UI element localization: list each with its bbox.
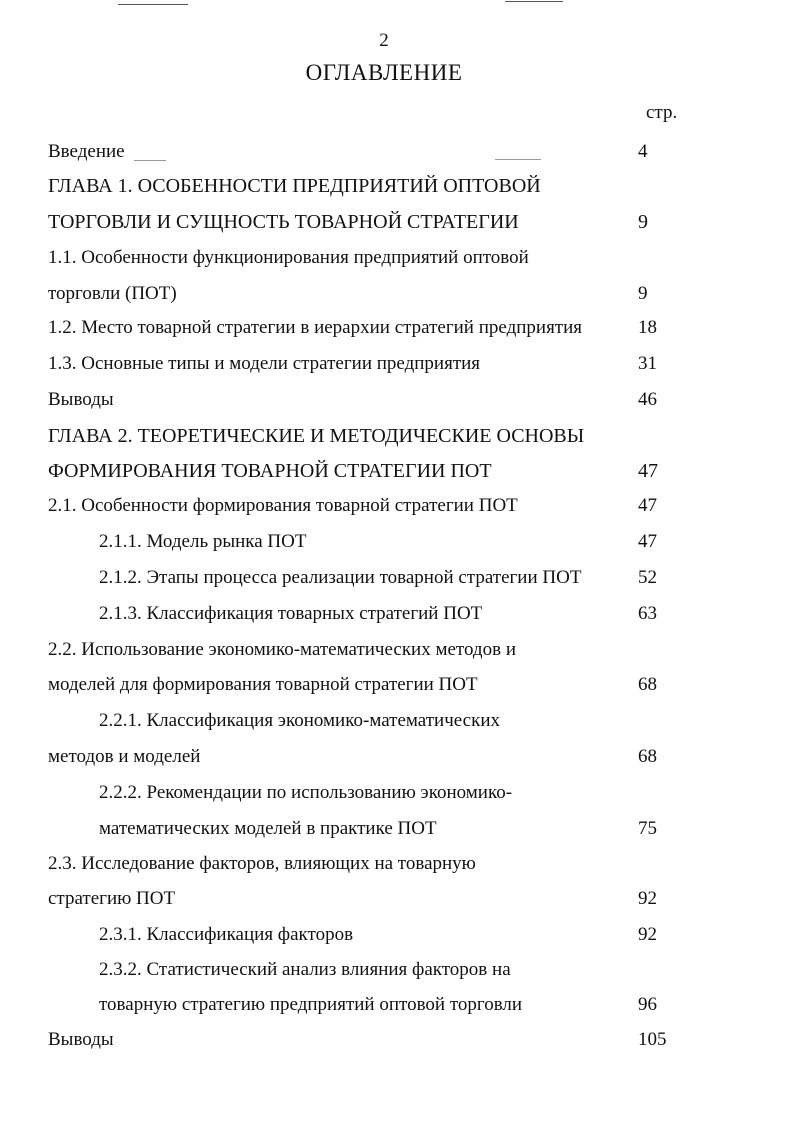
toc-entry-page: 63 <box>638 603 657 624</box>
toc-entry-page: 96 <box>638 994 657 1015</box>
toc-entry-page: 47 <box>638 460 658 482</box>
toc-entry-title: 2.1. Особенности формирования товарной стратегии ПОТ <box>48 495 518 516</box>
toc-entry-2-2-2[interactable] <box>48 779 688 807</box>
toc-entry-title: товарную стратегию предприятий оптовой торговли <box>99 994 523 1015</box>
page-column-label: стр. <box>646 102 678 123</box>
toc-entry-page: 4 <box>638 141 648 162</box>
toc-entry-chapter-1[interactable] <box>48 172 688 200</box>
toc-entry-title: ГЛАВА 1. ОСОБЕННОСТИ ПРЕДПРИЯТИЙ ОПТОВОЙ <box>48 175 541 197</box>
toc-entry-title: ГЛАВА 2. ТЕОРЕТИЧЕСКИЕ И МЕТОДИЧЕСКИЕ ОСНОВЫ <box>48 425 585 447</box>
toc-entry-1-1-cont[interactable] <box>48 280 688 308</box>
toc-entry-title: методов и моделей <box>48 746 201 767</box>
toc-entry-conclusions-1[interactable] <box>48 386 688 414</box>
page-title: ОГЛАВЛЕНИЕ <box>305 60 463 85</box>
toc-entry-page: 18 <box>638 317 657 338</box>
toc-entry-1-3[interactable] <box>48 350 688 378</box>
toc-entry-page: 68 <box>638 746 657 767</box>
toc-entry-2-2-cont[interactable] <box>48 671 688 699</box>
toc-entry-conclusions-2[interactable] <box>48 1026 688 1054</box>
leader-line <box>495 159 541 160</box>
toc-entry-title: 2.2.2. Рекомендации по использованию экономико- <box>99 782 513 803</box>
toc-entry-2-2-1-cont[interactable] <box>48 743 688 771</box>
toc-entry-title: стратегию ПОТ <box>48 888 176 909</box>
toc-entry-page: 52 <box>638 567 657 588</box>
toc-entry-title: 2.3.2. Статистический анализ влияния факторов на <box>99 959 511 980</box>
toc-entry-title: моделей для формирования товарной стратегии ПОТ <box>48 674 478 695</box>
toc-entry-2-2[interactable] <box>48 636 688 664</box>
toc-entry-title: 2.2. Использование экономико-математических методов и <box>48 639 516 660</box>
toc-entry-title: Выводы <box>48 389 114 410</box>
toc-entry-page: 75 <box>638 818 657 839</box>
toc-entry-title: Выводы <box>48 1029 114 1050</box>
toc-entry-page: 47 <box>638 531 657 552</box>
toc-entry-chapter-2[interactable] <box>48 422 688 450</box>
toc-entry-title: 1.1. Особенности функционирования предприятий оптовой <box>48 247 529 268</box>
toc-entry-title: 2.3.1. Классификация факторов <box>99 924 354 945</box>
toc-entry-2-1-2[interactable] <box>48 564 688 592</box>
toc-entry-title: математических моделей в практике ПОТ <box>99 818 437 839</box>
toc-entry-page: 31 <box>638 353 657 374</box>
toc-entry-2-3-2[interactable] <box>48 956 688 984</box>
toc-entry-page: 105 <box>638 1029 667 1050</box>
toc-entry-title: ФОРМИРОВАНИЯ ТОВАРНОЙ СТРАТЕГИИ ПОТ <box>48 460 492 482</box>
toc-entry-page: 46 <box>638 389 657 410</box>
page-number: 2 <box>379 30 389 51</box>
toc-entry-2-1-3[interactable] <box>48 600 688 628</box>
toc-entry-2-1-1[interactable] <box>48 528 688 556</box>
toc-entry-title: ТОРГОВЛИ И СУЩНОСТЬ ТОВАРНОЙ СТРАТЕГИИ <box>48 211 519 233</box>
toc-entry-title: 2.2.1. Классификация экономико-математических <box>99 710 500 731</box>
toc-entry-page: 68 <box>638 674 657 695</box>
toc-entry-2-3-cont[interactable] <box>48 885 688 913</box>
toc-entry-page: 9 <box>638 283 648 304</box>
toc-entry-1-1[interactable] <box>48 244 688 272</box>
toc-entry-1-2[interactable] <box>48 314 688 342</box>
scan-artifact-line <box>505 1 563 2</box>
toc-entry-page: 92 <box>638 924 657 945</box>
toc-entry-title: торговли (ПОТ) <box>48 283 177 304</box>
toc-entry-title: 2.3. Исследование факторов, влияющих на товарную <box>48 853 476 874</box>
toc-entry-title: Введение <box>48 141 125 162</box>
toc-entry-2-3-1[interactable] <box>48 921 688 949</box>
toc-entry-page: 47 <box>638 495 657 516</box>
toc-entry-2-2-1[interactable] <box>48 707 688 735</box>
toc-entry-page: 9 <box>638 211 648 233</box>
toc-entry-2-3-2-cont[interactable] <box>48 991 688 1019</box>
toc-entry-chapter-1-cont[interactable] <box>48 208 688 236</box>
scan-artifact-line <box>118 4 188 5</box>
toc-entry-title: 2.1.2. Этапы процесса реализации товарной стратегии ПОТ <box>99 567 582 588</box>
toc-entry-2-2-2-cont[interactable] <box>48 815 688 843</box>
toc-entry-2-3[interactable] <box>48 850 688 878</box>
toc-entry-intro[interactable] <box>48 138 688 166</box>
toc-entry-chapter-2-cont[interactable] <box>48 457 688 485</box>
toc-entry-title: 2.1.1. Модель рынка ПОТ <box>99 531 307 552</box>
toc-entry-title: 1.2. Место товарной стратегии в иерархии стратегий предприятия <box>48 317 583 338</box>
leader-line <box>134 160 166 161</box>
toc-entry-title: 2.1.3. Классификация товарных стратегий ПОТ <box>99 603 483 624</box>
toc-entry-title: 1.3. Основные типы и модели стратегии предприятия <box>48 353 481 374</box>
toc-entry-page: 92 <box>638 888 657 909</box>
toc-entry-2-1[interactable] <box>48 492 688 520</box>
